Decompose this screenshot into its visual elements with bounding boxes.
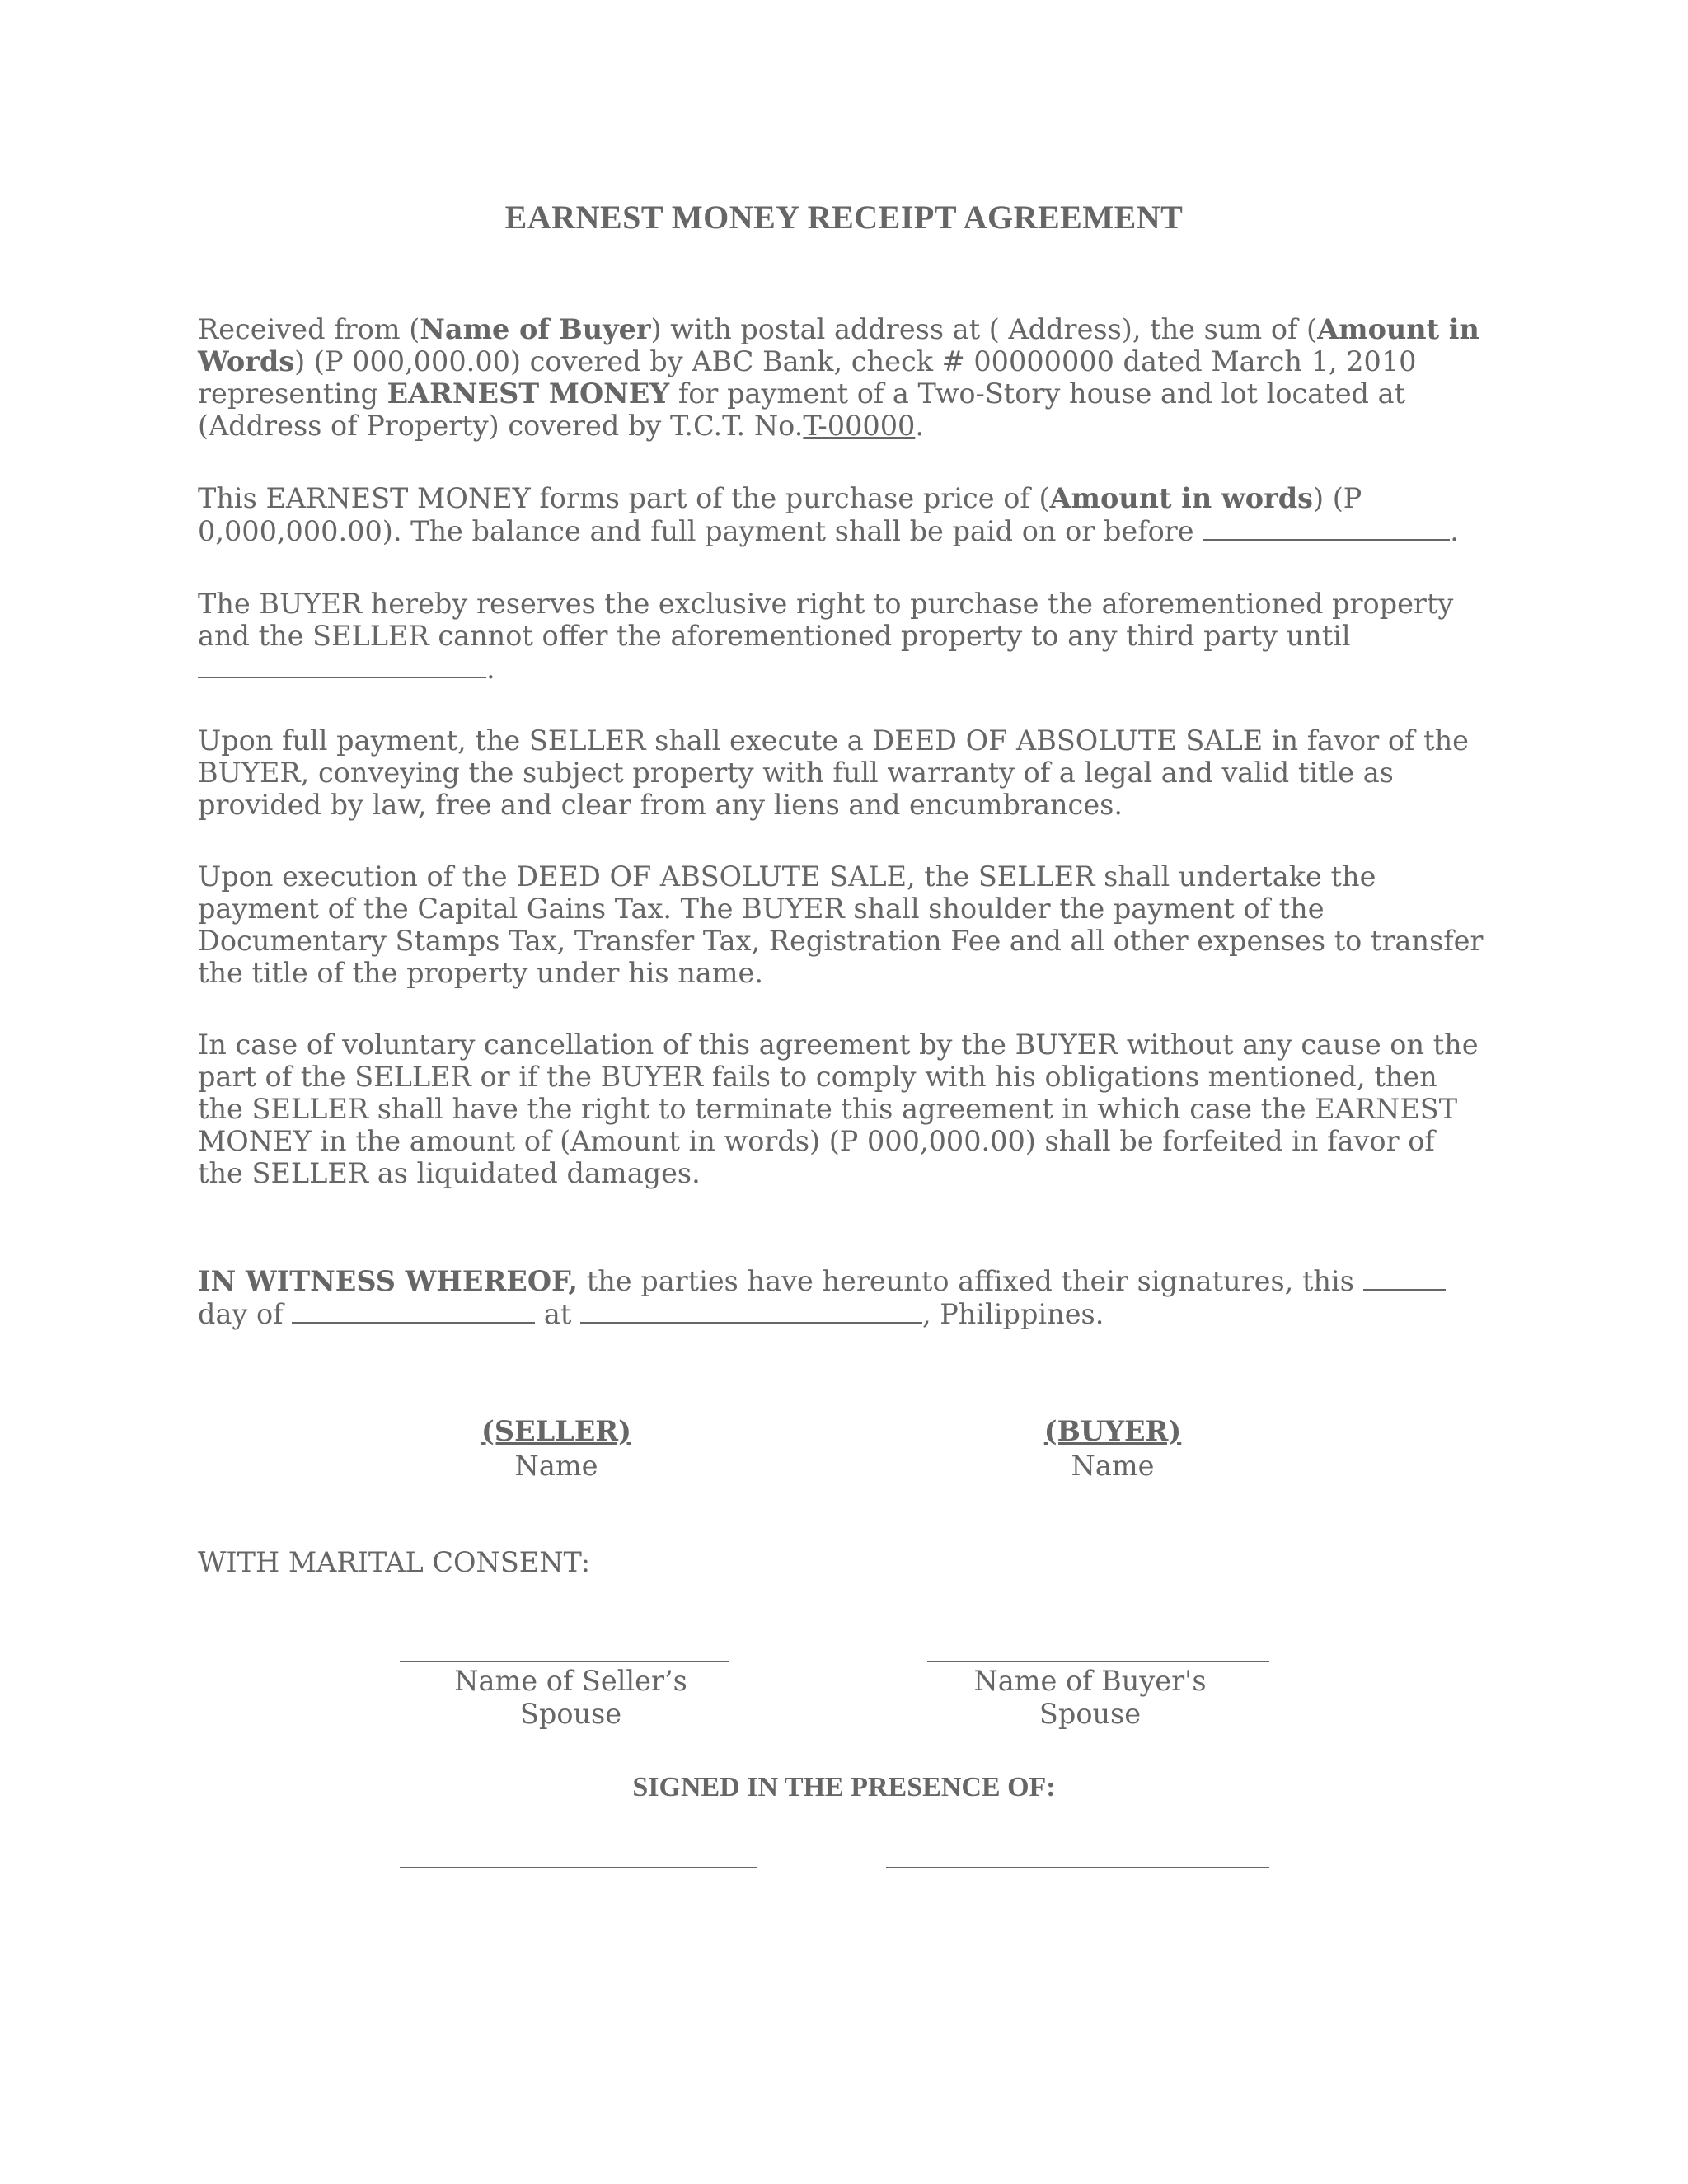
earnest-money-term: EARNEST MONEY xyxy=(387,377,670,410)
signed-in-presence-heading: SIGNED IN THE PRESENCE OF: xyxy=(632,1772,1056,1802)
paragraph-purchase-price xyxy=(198,482,1484,547)
amount-words-placeholder-2: Amount in words xyxy=(1049,482,1314,514)
tct-number: T-00000 xyxy=(803,410,916,442)
marital-consent-label: WITH MARITAL CONSENT: xyxy=(198,1546,590,1578)
seller-signature-block xyxy=(392,1414,721,1483)
witness-text-3: at xyxy=(535,1298,580,1330)
buyer-name-label: Name xyxy=(1071,1450,1155,1482)
day-blank xyxy=(1363,1264,1446,1291)
seller-role: (SELLER) xyxy=(481,1415,631,1447)
seller-name-label: Name xyxy=(514,1450,598,1482)
p1-text-4: for payment of a Two-Story house and lot located at (Address of Property) covered by T.C.T. No. xyxy=(198,377,1406,442)
p1-text-1: Received from ( xyxy=(198,313,420,345)
witness-text-4: , Philippines. xyxy=(921,1298,1104,1330)
buyer-role: (BUYER) xyxy=(1043,1415,1182,1447)
seller-spouse-signature-line xyxy=(400,1661,729,1662)
place-blank xyxy=(580,1297,922,1324)
paragraph-reservation xyxy=(198,588,1484,685)
month-blank xyxy=(292,1297,535,1324)
buyer-signature-block xyxy=(948,1414,1278,1483)
p1-text-2: ) with postal address at ( Address), the sum of ( xyxy=(650,313,1318,345)
paragraph-receipt xyxy=(198,313,1484,442)
paragraph-cancellation: In case of voluntary cancellation of this agreement by the BUYER without any cause on the part of the SELLER or if the BUYER fails to comply with his obligations mentioned, then the SELLER shall have the right to terminate this agreement in which case the EARNEST MONEY in the amount of (Amount in words) (P 000,000.00) shall be forfeited in favor of the SELLER as liquidated damages. xyxy=(198,1029,1479,1189)
seller-spouse-label: Name of Seller’s Spouse xyxy=(454,1665,687,1730)
buyer-spouse-signature-line xyxy=(927,1661,1269,1662)
buyer-name-placeholder: Name of Buyer xyxy=(420,313,651,345)
p2-text-2: ) (P 0,000,000.00). The balance and full payment shall be paid on or before xyxy=(198,482,1362,547)
paragraph-taxes: Upon execution of the DEED OF ABSOLUTE SALE, the SELLER shall undertake the payment of the Capital Gains Tax. The BUYER shall shoulder the payment of the Documentary Stamps Tax, Transfer Tax, Registration Fee and all other expenses to transfer the title of the property under his name. xyxy=(198,860,1484,989)
reservation-date-blank xyxy=(198,652,486,678)
witness-2-signature-line xyxy=(886,1867,1269,1868)
payment-date-blank xyxy=(1203,514,1450,541)
p3-text-2: . xyxy=(486,653,495,685)
witness-text-1: the parties have hereunto affixed their signatures, this xyxy=(578,1265,1363,1297)
witness-clause xyxy=(198,1264,1484,1330)
p1-text-3: ) (P 000,000.00) covered by ABC Bank, check # 00000000 dated March 1, 2010 representing xyxy=(198,345,1417,410)
buyer-spouse-label: Name of Buyer's Spouse xyxy=(973,1665,1207,1730)
p3-text-1: The BUYER hereby reserves the exclusive right to purchase the aforementioned property and the SELLER cannot offer the aforementioned property to any third party until xyxy=(198,588,1454,652)
p1-text-5: . xyxy=(915,410,924,442)
amount-words-placeholder: Amount in Words xyxy=(198,313,1479,377)
document-title: EARNEST MONEY RECEIPT AGREEMENT xyxy=(504,199,1184,236)
p2-text-3: . xyxy=(1450,515,1459,547)
witness-heading: IN WITNESS WHEREOF, xyxy=(198,1265,579,1297)
witness-text-2: day of xyxy=(198,1298,293,1330)
paragraph-full-payment: Upon full payment, the SELLER shall execute a DEED OF ABSOLUTE SALE in favor of the BUYER, conveying the subject property with full warranty of a legal and valid title as provided by law, free and clear from any liens and encumbrances. xyxy=(198,724,1469,821)
witness-1-signature-line xyxy=(400,1867,757,1868)
p2-text-1: This EARNEST MONEY forms part of the purchase price of ( xyxy=(198,482,1050,514)
